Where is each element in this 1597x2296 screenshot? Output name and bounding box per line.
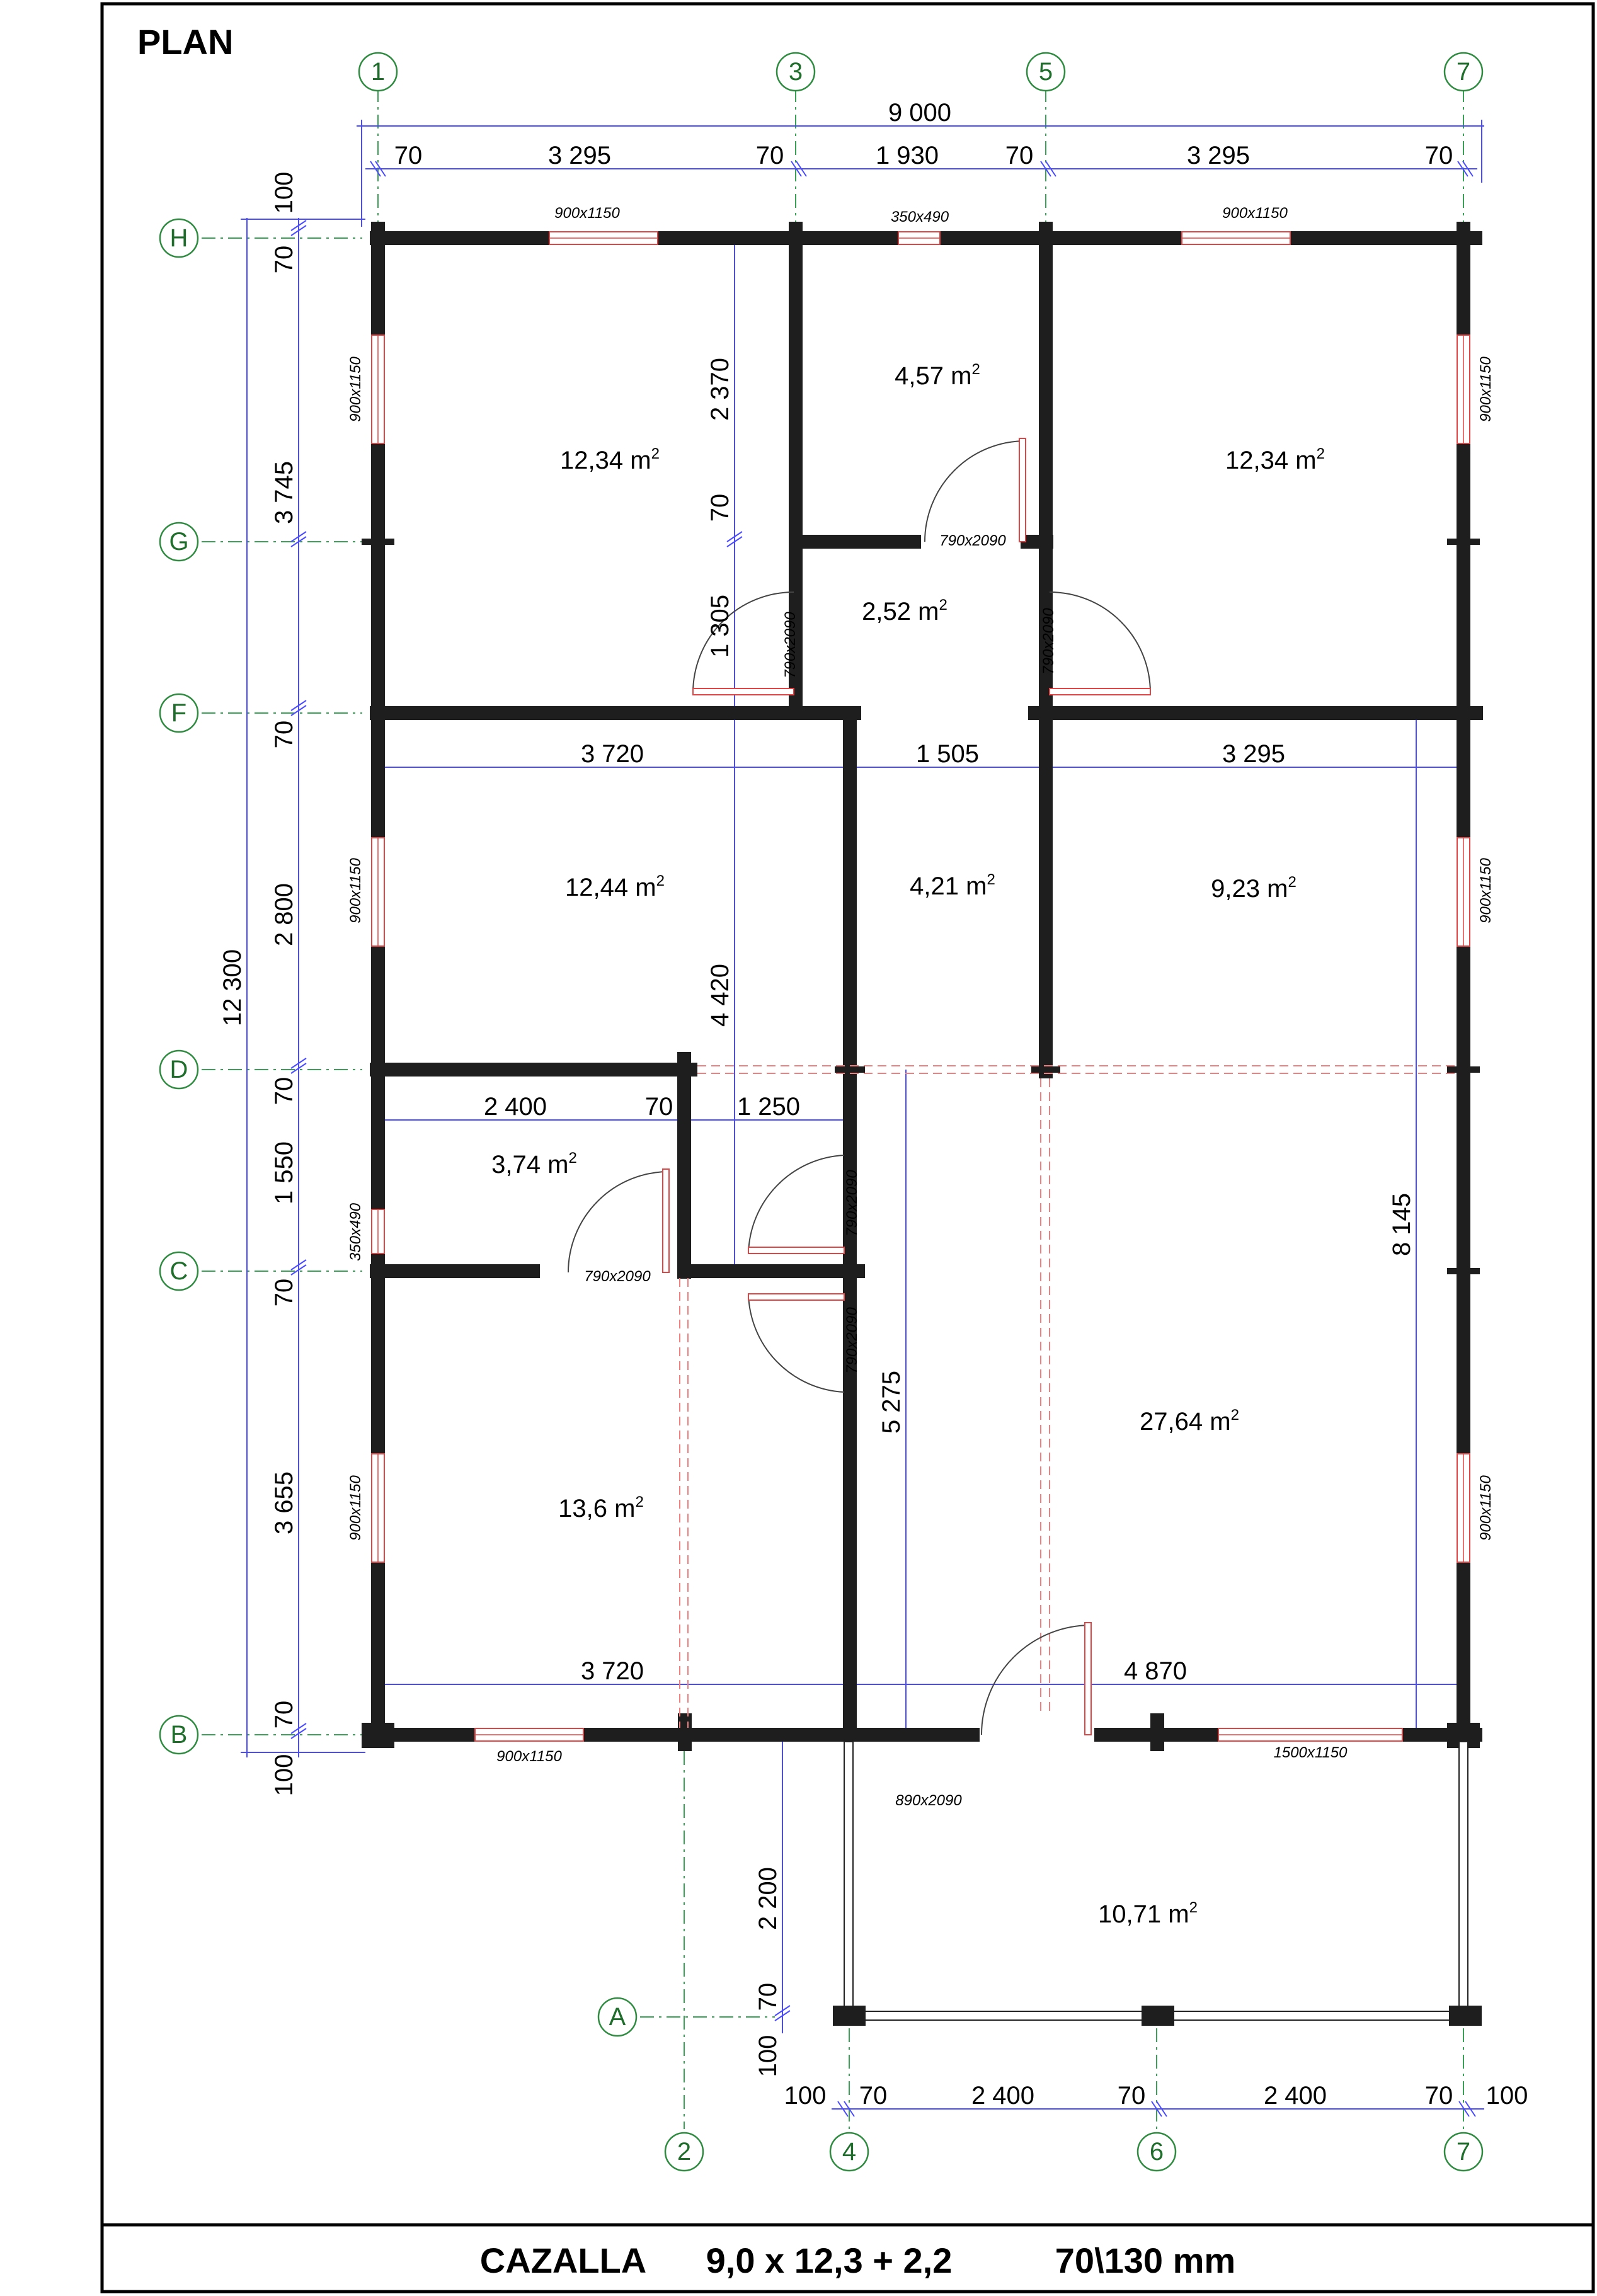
dimension-lines — [241, 120, 1484, 2116]
svg-text:B: B — [170, 1721, 188, 1749]
plan-title: PLAN — [137, 22, 234, 62]
window-h-right — [1182, 232, 1290, 244]
dim-v-8145: 8 145 — [1388, 1192, 1416, 1257]
dim-top-seg: 1 930 — [875, 142, 939, 169]
window-label: 350x490 — [890, 208, 949, 226]
svg-text:C: C — [169, 1257, 188, 1285]
dim-top-seg: 70 — [394, 142, 423, 169]
door-label: 790x2090 — [1040, 608, 1057, 675]
svg-text:1: 1 — [370, 58, 386, 86]
dim-left-seg: 70 — [270, 1700, 298, 1729]
dim-v-4420: 4 420 — [706, 963, 734, 1027]
dim-row-d: 70 — [644, 1093, 673, 1121]
dim-left-seg: 100 — [270, 171, 298, 214]
dim-bottom: 70 — [1424, 2082, 1453, 2110]
svg-text:F: F — [171, 699, 187, 727]
grid-bubble-3 — [777, 53, 815, 91]
window-label: 900x1150 — [1222, 205, 1288, 222]
dim-bottom: 2 400 — [1263, 2082, 1327, 2110]
dim-row-f: 1 505 — [915, 740, 980, 768]
dim-left-seg: 2 800 — [270, 882, 298, 947]
window-left-2 — [372, 838, 384, 946]
svg-text:4: 4 — [842, 2138, 857, 2166]
door-3 — [1050, 592, 1150, 695]
grid-bubble-B — [160, 1716, 198, 1754]
svg-text:3: 3 — [788, 58, 803, 86]
window-left-1 — [372, 335, 384, 443]
door-6 — [748, 1294, 844, 1392]
dim-left-seg: 3 655 — [270, 1471, 298, 1535]
door-1 — [925, 438, 1026, 542]
area-room-n-small: 4,57 $m^2$ — [895, 361, 980, 390]
dim-v-2370: 2 370 — [706, 357, 734, 421]
dim-bottom: 2 400 — [971, 2082, 1035, 2110]
dim-left-seg: 70 — [270, 245, 298, 274]
window-right-2 — [1457, 838, 1470, 946]
area-room-ne: 12,34 $m^2$ — [1225, 445, 1325, 474]
grid-bubble-6 — [1138, 2133, 1176, 2171]
grid-bubble-4 — [830, 2133, 868, 2171]
area-room-w-mid: 12,44 $m^2$ — [565, 872, 665, 901]
dim-left-seg: 3 745 — [270, 460, 298, 525]
dim-row-d: 1 250 — [736, 1093, 801, 1121]
area-room-sw: 13,6 $m^2$ — [558, 1494, 644, 1522]
window-label: 900x1150 — [496, 1748, 562, 1765]
grid-bubble-A — [598, 1998, 636, 2036]
svg-text:2: 2 — [677, 2138, 692, 2166]
svg-text:A: A — [609, 2003, 626, 2031]
open-wall-lines — [680, 1066, 1457, 1728]
svg-text:G: G — [169, 528, 189, 556]
grid-bubble-1 — [359, 53, 397, 91]
door-label: 790x2090 — [844, 1170, 861, 1237]
door-5 — [748, 1155, 844, 1254]
dim-left-seg: 70 — [270, 1077, 298, 1105]
door-label: 790x2090 — [584, 1268, 651, 1285]
window-label: 900x1150 — [1477, 858, 1494, 923]
dim-top-seg: 3 295 — [547, 142, 612, 169]
dim-row-f: 3 295 — [1222, 740, 1286, 768]
grid-bubble-G — [160, 523, 198, 561]
dim-terrace: 2 200 — [754, 1866, 782, 1931]
dim-left-seg: 70 — [270, 720, 298, 749]
dim-row-d: 2 400 — [483, 1093, 547, 1121]
door-label: 790x2090 — [939, 532, 1006, 549]
area-terrace: 10,71 $m^2$ — [1098, 1899, 1198, 1928]
grid-bubble-F — [160, 694, 198, 732]
svg-text:7: 7 — [1456, 2138, 1471, 2166]
dim-bottom: 100 — [1485, 2082, 1528, 2110]
svg-text:6: 6 — [1149, 2138, 1164, 2166]
dim-top-seg: 70 — [1424, 142, 1453, 169]
dim-top-overall: 9 000 — [888, 99, 952, 127]
dim-left-seg: 100 — [270, 1754, 298, 1796]
area-room-nw: 12,34 $m^2$ — [560, 445, 660, 474]
window-left-4 — [372, 1454, 384, 1562]
dim-bottom: 100 — [784, 2082, 827, 2110]
window-right-3 — [1457, 1454, 1470, 1562]
dim-row-f: 3 720 — [580, 740, 644, 768]
dim-top-seg: 70 — [755, 142, 784, 169]
dim-v-70: 70 — [706, 493, 734, 522]
dim-bottom: 70 — [1117, 2082, 1146, 2110]
area-living: 27,64 $m^2$ — [1140, 1407, 1239, 1436]
grid-bubble-2 — [665, 2133, 703, 2171]
window-label: 900x1150 — [347, 1475, 364, 1541]
footer-wall-thickness: 70\130 mm — [1055, 2241, 1236, 2280]
window-left-3 — [372, 1209, 384, 1254]
area-hall-upper: 2,52 $m^2$ — [862, 597, 947, 625]
grid-bubble-D — [160, 1051, 198, 1088]
grid-bubble-H — [160, 219, 198, 257]
door-4 — [568, 1169, 669, 1272]
dim-left-seg: 1 550 — [270, 1141, 298, 1205]
window-label: 900x1150 — [347, 858, 364, 923]
window-label: 350x490 — [347, 1202, 364, 1262]
grid-bubble-5 — [1027, 53, 1065, 91]
window-label: 900x1150 — [1477, 1475, 1494, 1541]
grid-bubble-7-bottom — [1445, 2133, 1482, 2171]
area-bath: 3,74 $m^2$ — [491, 1150, 577, 1179]
dim-row-b: 3 720 — [580, 1657, 644, 1685]
window-label: 900x1150 — [554, 205, 620, 222]
footer-house-name: CAZALLA — [479, 2241, 647, 2280]
dim-left-overall: 12 300 — [219, 949, 246, 1027]
dim-row-b: 4 870 — [1123, 1657, 1188, 1685]
dim-v-1305: 1 305 — [706, 594, 734, 658]
window-b-right — [1218, 1728, 1402, 1741]
footer-house-size: 9,0 x 12,3 + 2,2 — [706, 2241, 953, 2280]
door-7 — [982, 1623, 1091, 1735]
window-h-mid — [898, 232, 940, 244]
dim-terrace: 100 — [754, 2035, 782, 2077]
grid-bubble-7-top — [1445, 53, 1482, 91]
door-label: 790x2090 — [844, 1307, 861, 1374]
dim-top-seg: 70 — [1005, 142, 1034, 169]
axis-lines — [202, 88, 1463, 2129]
svg-text:D: D — [169, 1056, 188, 1083]
dim-v-5275: 5 275 — [878, 1370, 905, 1434]
dim-bottom: 70 — [859, 2082, 888, 2110]
area-room-e-mid: 9,23 $m^2$ — [1211, 874, 1296, 903]
svg-text:5: 5 — [1038, 58, 1053, 86]
window-right-1 — [1457, 335, 1470, 443]
grid-bubble-C — [160, 1252, 198, 1290]
window-label: 900x1150 — [347, 357, 364, 422]
window-h-left — [549, 232, 658, 244]
dim-left-seg: 70 — [270, 1278, 298, 1307]
area-hall-mid: 4,21 $m^2$ — [910, 871, 995, 900]
svg-text:7: 7 — [1456, 58, 1471, 86]
dim-terrace: 70 — [754, 1982, 782, 2011]
door-label: 790x2090 — [782, 612, 799, 678]
window-label: 900x1150 — [1477, 357, 1494, 422]
svg-text:H: H — [169, 224, 188, 252]
dim-top-seg: 3 295 — [1186, 142, 1251, 169]
window-b-left — [475, 1728, 583, 1741]
door-label: 890x2090 — [895, 1792, 962, 1809]
window-label: 1500x1150 — [1273, 1744, 1348, 1761]
